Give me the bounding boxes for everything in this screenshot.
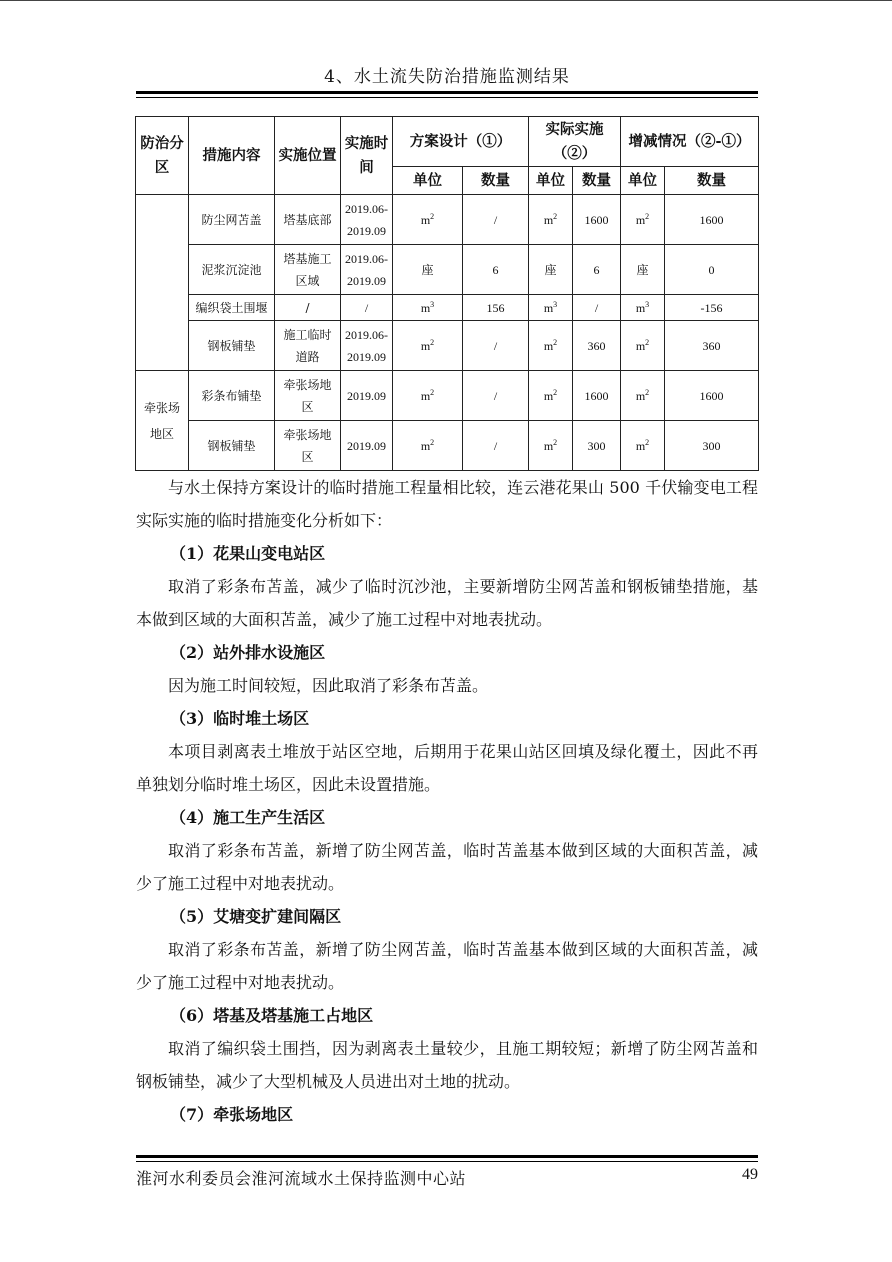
unit-text: m — [635, 388, 646, 403]
location-cell: 塔基底部 — [275, 195, 341, 245]
unit-text: m — [420, 212, 431, 227]
header-actual-unit: 单位 — [529, 167, 573, 195]
location-cell: / — [275, 295, 341, 321]
location-cell: 塔基施工区域 — [275, 245, 341, 295]
unit-text: m — [420, 438, 431, 453]
section-paragraph: 取消了彩条布苫盖，减少了临时沉沙池，主要新增防尘网苫盖和钢板铺垫措施，基本做到区域的大面积苫盖，减少了施工过程中对地表扰动。 — [136, 577, 758, 629]
measure-cell: 彩条布铺垫 — [189, 371, 275, 421]
location-cell: 牵张场地区 — [275, 371, 341, 421]
header-design-qty: 数量 — [463, 167, 529, 195]
unit-superscript: 2 — [553, 387, 558, 397]
time-cell — [341, 195, 393, 245]
section-heading: （7）牵张场地区 — [170, 1105, 294, 1124]
time-line: 2019.09 — [347, 273, 386, 288]
time-line: 2019.09 — [347, 438, 386, 453]
location-cell: 施工临时道路 — [275, 321, 341, 371]
unit-superscript: 2 — [553, 437, 558, 447]
time-line: 2019.09 — [347, 349, 386, 364]
change-qty-cell: 300 — [665, 421, 759, 471]
header-design-unit: 单位 — [393, 167, 463, 195]
body-content — [136, 471, 758, 1131]
section-heading: （5）艾塘变扩建间隔区 — [170, 907, 342, 926]
location-cell: 牵张场地区 — [275, 421, 341, 471]
section-paragraph: 本项目剥离表土堆放于站区空地，后期用于花果山站区回填及绿化覆土，因此不再单独划分临时堆土场区，因此未设置措施。 — [136, 742, 758, 794]
table-row — [136, 371, 759, 421]
design-qty-cell: 6 — [463, 245, 529, 295]
actual-qty-cell: 1600 — [573, 371, 621, 421]
actual-qty-cell: 1600 — [573, 195, 621, 245]
header-change-qty: 数量 — [665, 167, 759, 195]
time-line: 2019.09 — [347, 388, 386, 403]
time-line: / — [364, 300, 369, 315]
unit-superscript: 2 — [430, 337, 435, 347]
unit-superscript: 2 — [430, 211, 435, 221]
actual-unit-cell — [529, 245, 573, 295]
unit-text: 座 — [544, 262, 557, 277]
unit-text: m — [543, 212, 554, 227]
footer-rule-thick — [136, 1155, 758, 1158]
measure-cell: 钢板铺垫 — [189, 421, 275, 471]
unit-superscript: 3 — [645, 299, 650, 309]
header-design: 方案设计（①） — [393, 117, 529, 167]
unit-text: m — [635, 438, 646, 453]
design-unit-cell — [393, 421, 463, 471]
unit-superscript: 2 — [645, 437, 650, 447]
table-row — [136, 195, 759, 245]
change-qty-cell: 1600 — [665, 371, 759, 421]
header-time: 实施时间 — [341, 117, 393, 195]
section-paragraph: 取消了编织袋土围挡，因为剥离表土量较少，且施工期较短；新增了防尘网苫盖和钢板铺垫，减少了大型机械及人员进出对土地的扰动。 — [136, 1039, 758, 1091]
unit-text: m — [543, 438, 554, 453]
design-qty-cell: / — [463, 321, 529, 371]
zone-cell — [136, 195, 189, 371]
zone-cell: 牵张场地区 — [136, 371, 189, 471]
section-paragraph: 取消了彩条布苫盖，新增了防尘网苫盖，临时苫盖基本做到区域的大面积苫盖，减少了施工过程中对地表扰动。 — [136, 841, 758, 893]
change-unit-cell — [621, 245, 665, 295]
change-qty-cell: -156 — [665, 295, 759, 321]
page-header-title: 4、水土流失防治措施监测结果 — [324, 67, 570, 87]
table-body — [136, 195, 759, 471]
unit-text: m — [543, 338, 554, 353]
time-line: 2019.06- — [345, 327, 388, 342]
unit-text: 座 — [636, 262, 649, 277]
actual-unit-cell — [529, 371, 573, 421]
page-number: 49 — [742, 1166, 758, 1183]
unit-superscript: 3 — [553, 299, 558, 309]
time-cell — [341, 371, 393, 421]
design-qty-cell: / — [463, 371, 529, 421]
design-unit-cell — [393, 371, 463, 421]
actual-unit-cell — [529, 195, 573, 245]
unit-superscript: 2 — [553, 337, 558, 347]
unit-superscript: 2 — [430, 387, 435, 397]
measure-cell: 钢板铺垫 — [189, 321, 275, 371]
time-line: 2019.06- — [345, 251, 388, 266]
analysis-sections — [136, 537, 758, 1131]
time-cell — [341, 421, 393, 471]
table-row — [136, 295, 759, 321]
design-unit-cell — [393, 321, 463, 371]
unit-text: m — [543, 388, 554, 403]
design-qty-cell: / — [463, 421, 529, 471]
header-actual-qty: 数量 — [573, 167, 621, 195]
unit-superscript: 2 — [645, 337, 650, 347]
header-zone: 防治分区 — [136, 117, 189, 195]
section-paragraph: 取消了彩条布苫盖，新增了防尘网苫盖，临时苫盖基本做到区域的大面积苫盖，减少了施工过程中对地表扰动。 — [136, 940, 758, 992]
table-row — [136, 245, 759, 295]
design-unit-cell — [393, 295, 463, 321]
unit-superscript: 2 — [430, 437, 435, 447]
unit-text: m — [635, 300, 646, 315]
design-unit-cell — [393, 195, 463, 245]
measure-cell: 防尘网苫盖 — [189, 195, 275, 245]
intro-paragraph: 与水土保持方案设计的临时措施工程量相比较，连云港花果山 500 千伏输变电工程实际实施的临时措施变化分析如下： — [136, 478, 758, 530]
actual-qty-cell: / — [573, 295, 621, 321]
change-qty-cell: 0 — [665, 245, 759, 295]
section-heading: （4）施工生产生活区 — [170, 808, 326, 827]
header-change: 增减情况（②-①） — [621, 117, 759, 167]
unit-text: m — [635, 338, 646, 353]
unit-text: m — [635, 212, 646, 227]
header-measure: 措施内容 — [189, 117, 275, 195]
change-unit-cell — [621, 295, 665, 321]
measure-cell: 编织袋土围堰 — [189, 295, 275, 321]
header-actual: 实际实施（②） — [529, 117, 621, 167]
change-unit-cell — [621, 371, 665, 421]
time-line: 2019.06- — [345, 201, 388, 216]
unit-superscript: 3 — [430, 299, 435, 309]
unit-superscript: 2 — [553, 211, 558, 221]
measure-cell: 泥浆沉淀池 — [189, 245, 275, 295]
design-unit-cell — [393, 245, 463, 295]
unit-text: m — [420, 300, 431, 315]
actual-qty-cell: 360 — [573, 321, 621, 371]
section-heading: （1）花果山变电站区 — [170, 544, 326, 563]
design-qty-cell: 156 — [463, 295, 529, 321]
change-unit-cell — [621, 321, 665, 371]
header-change-unit: 单位 — [621, 167, 665, 195]
actual-unit-cell — [529, 421, 573, 471]
section-heading: （6）塔基及塔基施工占地区 — [170, 1006, 374, 1025]
time-line: 2019.09 — [347, 223, 386, 238]
actual-unit-cell — [529, 295, 573, 321]
actual-qty-cell: 6 — [573, 245, 621, 295]
section-heading: （3）临时堆土场区 — [170, 709, 310, 728]
time-cell — [341, 295, 393, 321]
change-qty-cell: 360 — [665, 321, 759, 371]
design-qty-cell: / — [463, 195, 529, 245]
table-row — [136, 321, 759, 371]
unit-text: m — [420, 388, 431, 403]
section-heading: （2）站外排水设施区 — [170, 643, 326, 662]
unit-text: m — [543, 300, 554, 315]
header-rule-thin — [136, 97, 758, 98]
footer-rule-thin — [136, 1161, 758, 1162]
unit-text: 座 — [421, 262, 434, 277]
measures-table — [135, 116, 759, 471]
unit-text: m — [420, 338, 431, 353]
page-top-border — [0, 0, 892, 1]
section-paragraph: 因为施工时间较短，因此取消了彩条布苫盖。 — [168, 676, 489, 695]
change-qty-cell: 1600 — [665, 195, 759, 245]
table-row — [136, 421, 759, 471]
unit-superscript: 2 — [645, 211, 650, 221]
header-rule-thick — [136, 91, 758, 94]
unit-superscript: 2 — [645, 387, 650, 397]
footer-organization: 淮河水利委员会淮河流域水土保持监测中心站 — [136, 1169, 467, 1188]
actual-qty-cell: 300 — [573, 421, 621, 471]
time-cell — [341, 245, 393, 295]
change-unit-cell — [621, 421, 665, 471]
actual-unit-cell — [529, 321, 573, 371]
time-cell — [341, 321, 393, 371]
change-unit-cell — [621, 195, 665, 245]
header-location: 实施位置 — [275, 117, 341, 195]
